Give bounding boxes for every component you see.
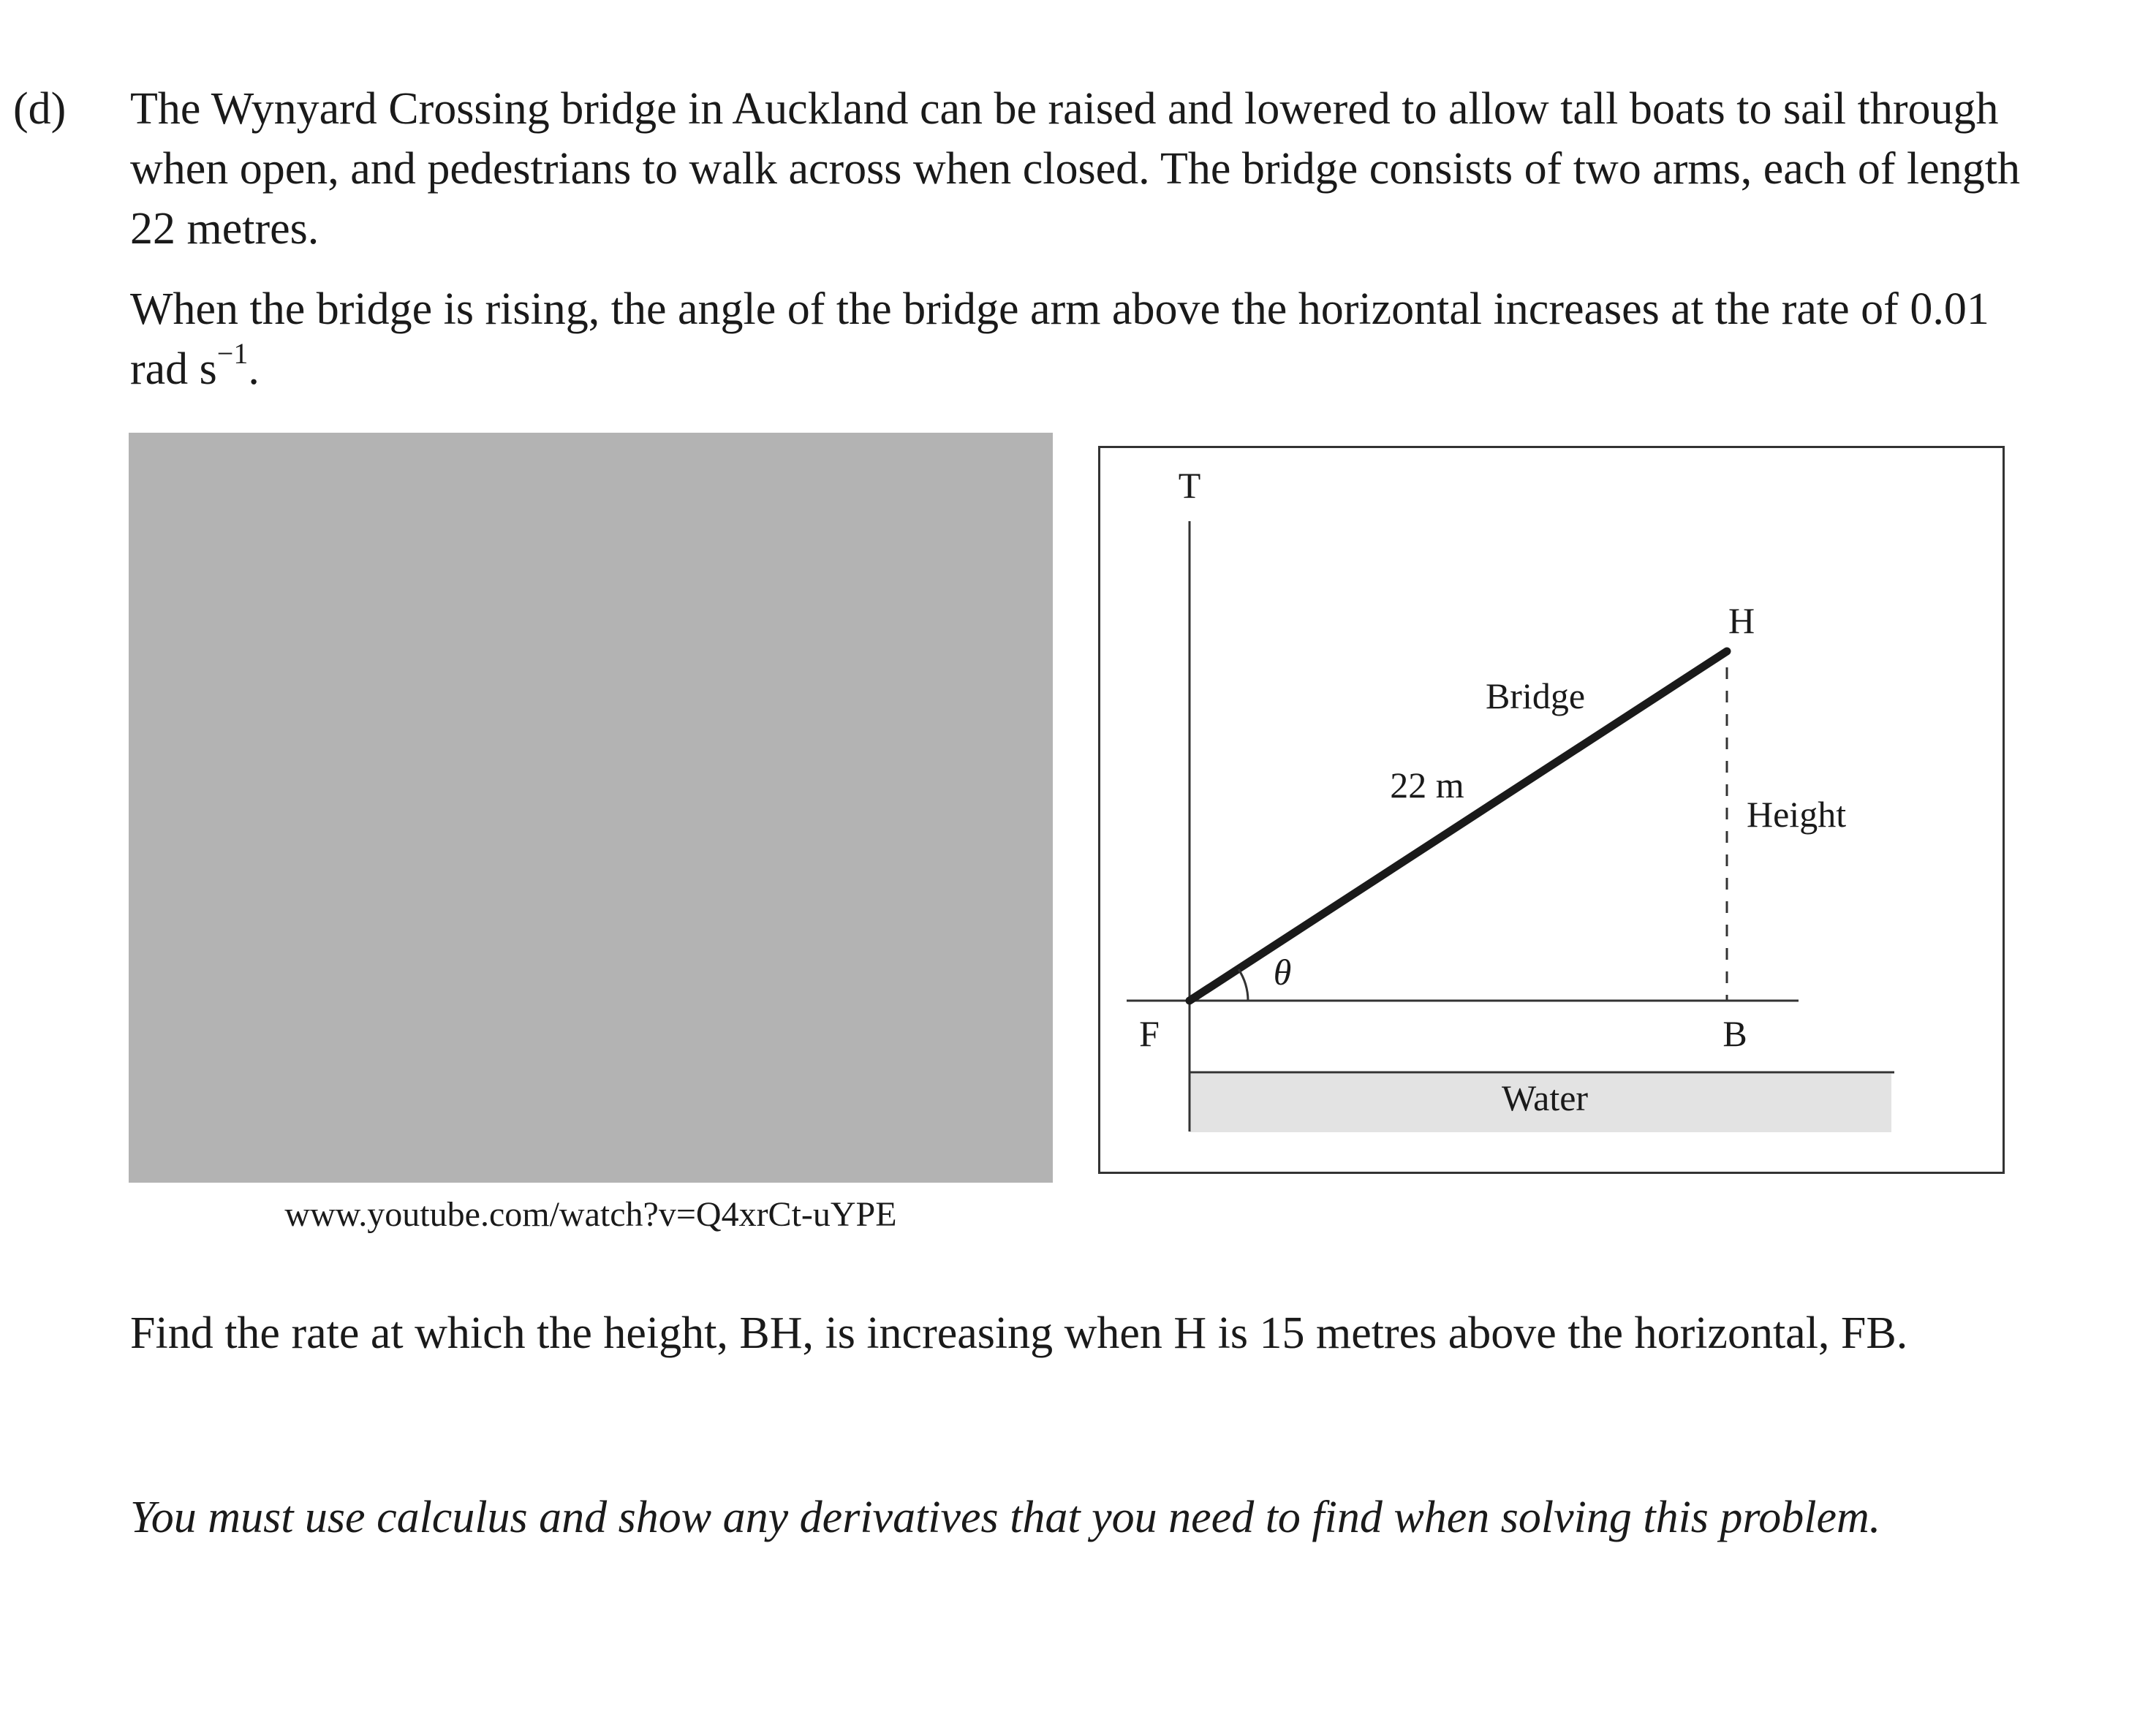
rate-text: When the bridge is rising, the angle of the bridge arm above the horizontal increases at the rate of 0.01 rad s xyxy=(130,284,1989,394)
label-height: Height xyxy=(1747,794,1847,835)
part-label: (d) xyxy=(13,84,67,134)
label-h: H xyxy=(1728,600,1755,641)
bridge-diagram xyxy=(1098,446,2005,1174)
intro-paragraph: The Wynyard Crossing bridge in Auckland can be raised and lowered to allow tall boats to sail through when open, and pedestrians to walk across when closed. The bridge consists of two arms, each of length 22 metres. xyxy=(130,84,2020,254)
bridge-photo-placeholder xyxy=(129,433,1053,1183)
angle-arc xyxy=(1238,969,1248,1001)
label-bridge: Bridge xyxy=(1485,675,1586,716)
bridge-arm xyxy=(1190,651,1727,1001)
label-f: F xyxy=(1139,1013,1160,1054)
instruction-paragraph: You must use calculus and show any derivatives that you need to find when solving this problem. xyxy=(130,1493,1881,1542)
label-t: T xyxy=(1178,465,1201,506)
bridge-diagram-svg xyxy=(1100,448,2007,1176)
photo-caption: www.youtube.com/watch?v=Q4xrCt-uYPE xyxy=(284,1195,897,1234)
label-b: B xyxy=(1722,1013,1747,1054)
question-paragraph: Find the rate at which the height, BH, is increasing when H is 15 metres above the horizontal, FB. xyxy=(130,1308,1908,1358)
rate-exponent: −1 xyxy=(216,337,249,371)
rate-end: . xyxy=(248,344,260,394)
label-water: Water xyxy=(1501,1077,1589,1118)
label-length: 22 m xyxy=(1390,765,1464,806)
label-theta: θ xyxy=(1273,952,1292,993)
rate-paragraph xyxy=(130,279,2031,399)
